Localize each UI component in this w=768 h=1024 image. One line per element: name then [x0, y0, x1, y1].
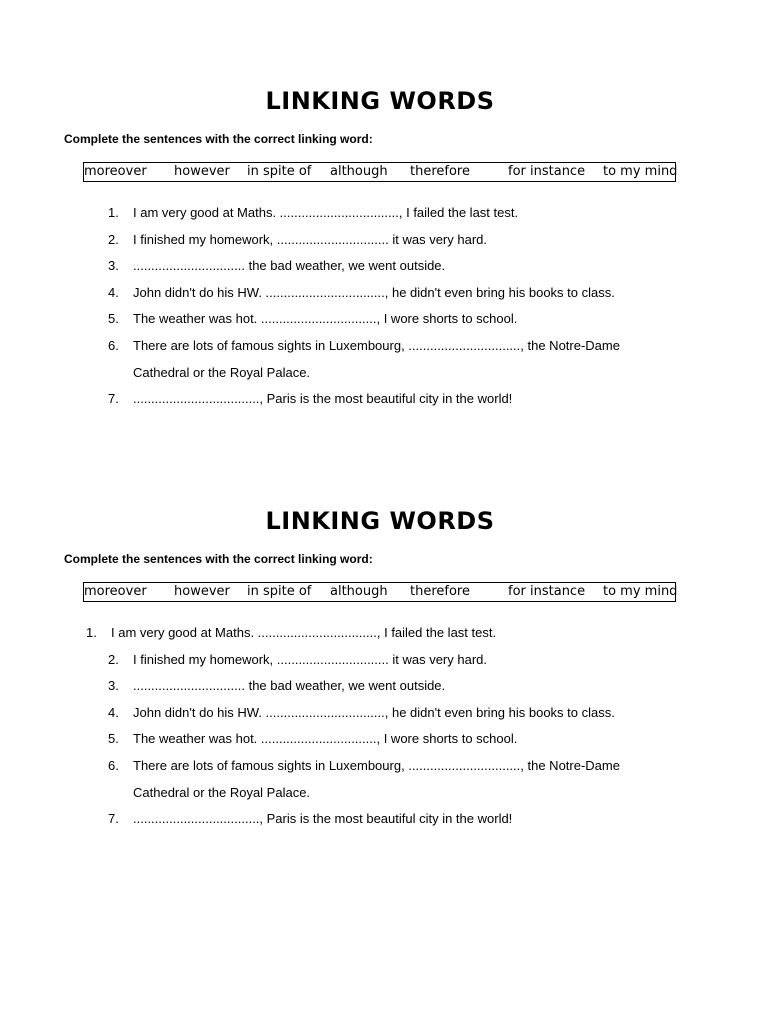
- sentence-item: [0, 280, 768, 307]
- word-bank-item: for instance: [508, 164, 586, 179]
- sentence-item: [0, 700, 768, 727]
- sentence-text: ............................... the bad weather, we went outside.: [133, 258, 446, 274]
- instruction-text: Complete the sentences with the correct linking word:: [64, 132, 373, 146]
- sentence-number: 6.: [108, 757, 119, 773]
- sentence-item: [0, 673, 768, 700]
- word-bank-item: moreover: [84, 164, 147, 179]
- word-bank-item: moreover: [84, 584, 147, 599]
- sentence-item: [0, 386, 768, 413]
- sentence-item: [0, 253, 768, 280]
- sentence-item: [0, 647, 768, 674]
- sentence-number: 2.: [108, 651, 119, 667]
- sentence-text: ..................................., Paris is the most beautiful city in the world!: [133, 811, 513, 827]
- worksheet-title: LINKING WORDS: [265, 87, 495, 115]
- sentence-item: [0, 200, 768, 227]
- word-bank-item: to my mind: [603, 164, 678, 179]
- word-bank-item: therefore: [410, 164, 470, 179]
- word-bank-item: however: [174, 584, 230, 599]
- worksheet-title: LINKING WORDS: [265, 507, 495, 535]
- instruction-text: Complete the sentences with the correct linking word:: [64, 552, 373, 566]
- sentence-text: The weather was hot. ................................, I wore shorts to school.: [133, 311, 518, 327]
- sentence-item: [0, 753, 768, 806]
- word-bank-item: although: [330, 584, 388, 599]
- sentence-number: 7.: [108, 391, 119, 407]
- sentence-item: [0, 620, 768, 647]
- word-bank-item: in spite of: [247, 584, 312, 599]
- word-bank-item: however: [174, 164, 230, 179]
- sentence-text: There are lots of famous sights in Luxembourg, ..............................., the Notre-Dame Cathedral or the Royal Palace.: [133, 337, 620, 380]
- sentence-number: 4.: [108, 704, 119, 720]
- sentence-item: [0, 806, 768, 833]
- sentence-number: 4.: [108, 284, 119, 300]
- sentence-item: [0, 306, 768, 333]
- word-bank-item: in spite of: [247, 164, 312, 179]
- sentence-text: The weather was hot. ................................, I wore shorts to school.: [133, 731, 518, 747]
- sentence-list: [0, 620, 768, 833]
- word-bank-item: although: [330, 164, 388, 179]
- sentence-text: John didn't do his HW. ................................., he didn't even bring his books to class.: [133, 284, 615, 300]
- sentence-text: John didn't do his HW. ................................., he didn't even bring his books to class.: [133, 704, 615, 720]
- sentence-number: 7.: [108, 811, 119, 827]
- sentence-item: [0, 333, 768, 386]
- sentence-text: I am very good at Maths. ................................., I failed the last test.: [111, 625, 497, 640]
- word-bank-box: [83, 162, 676, 182]
- sentence-number: 6.: [108, 337, 119, 353]
- sentence-text: ..................................., Paris is the most beautiful city in the world!: [133, 391, 513, 407]
- sentence-number: 3.: [108, 678, 119, 694]
- sentence-item: [0, 227, 768, 254]
- word-bank-item: therefore: [410, 584, 470, 599]
- sentence-text: I finished my homework, ............................... it was very hard.: [133, 651, 487, 667]
- sentence-list: [0, 200, 768, 413]
- sentence-text: ............................... the bad weather, we went outside.: [133, 678, 446, 694]
- word-bank-item: for instance: [508, 584, 586, 599]
- sentence-number: 1.: [108, 205, 119, 220]
- sentence-number: 5.: [108, 311, 119, 327]
- sentence-number: 5.: [108, 731, 119, 747]
- word-bank-item: to my mind: [603, 584, 678, 599]
- word-bank-box: [83, 582, 676, 602]
- sentence-item: [0, 726, 768, 753]
- sentence-text: There are lots of famous sights in Luxembourg, ..............................., the Notre-Dame Cathedral or the Royal Palace.: [133, 757, 620, 800]
- sentence-text: I am very good at Maths. ................................., I failed the last test.: [133, 205, 519, 220]
- sentence-number: 1.: [86, 625, 97, 640]
- sentence-text: I finished my homework, ............................... it was very hard.: [133, 231, 487, 247]
- sentence-number: 2.: [108, 231, 119, 247]
- sentence-number: 3.: [108, 258, 119, 274]
